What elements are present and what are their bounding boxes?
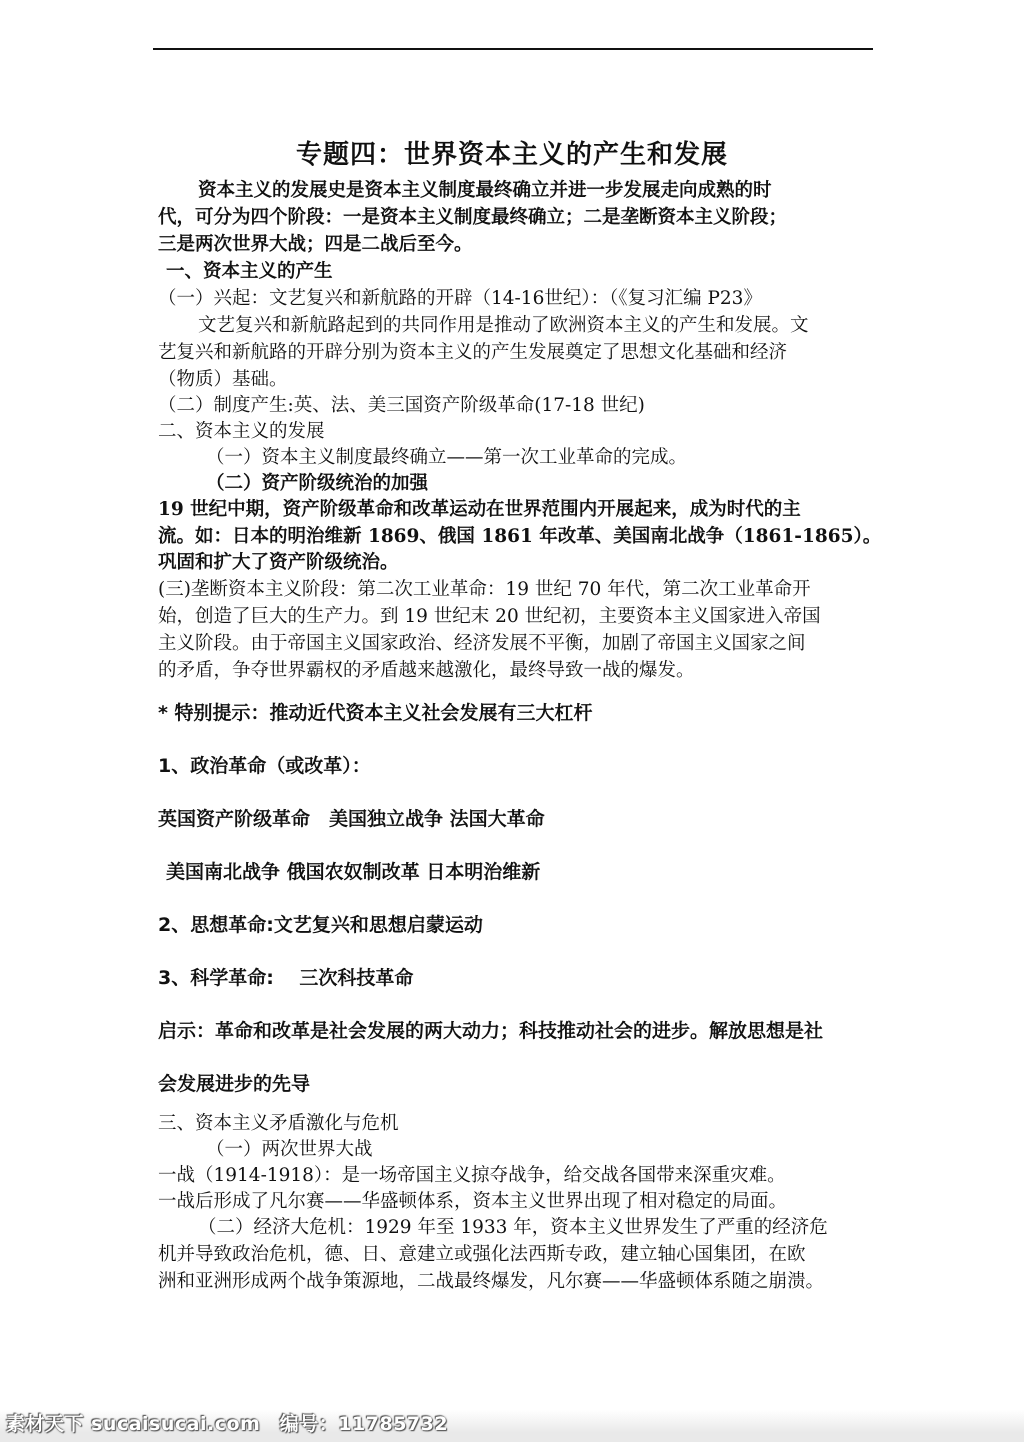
text-line: （二）经济大危机：1929 年至 1933 年，资本主义世界发生了严重的经济危 [198,1217,828,1238]
text-line: (三)垄断资本主义阶段：第二次工业革命：19 世纪 70 年代，第二次工业革命开 [158,579,811,600]
text-line: 启示：革命和改革是社会发展的两大动力；科技推动社会的进步。解放思想是社 [158,1020,824,1042]
text-line: 文艺复兴和新航路起到的共同作用是推动了欧洲资本主义的产生和发展。文 [198,315,809,336]
text-line: 资本主义的发展史是资本主义制度最终确立并进一步发展走向成熟的时 [198,180,772,201]
text-line: （一）资本主义制度最终确立——第一次工业革命的完成。 [206,447,688,468]
text-line: * 特别提示：推动近代资本主义社会发展有三大杠杆 [158,702,593,724]
text-line: 二、资本主义的发展 [158,421,325,442]
header-rule [153,48,873,50]
text-line: 一战（1914-1918）：是一场帝国主义掠夺战争，给交战各国带来深重灾难。 [158,1165,786,1186]
text-line: （物质）基础。 [158,369,288,390]
text-line: 艺复兴和新航路的开辟分别为资本主义的产生发展奠定了思想文化基础和经济 [158,342,788,363]
text-line: 3、科学革命: 三次科技革命 [158,967,414,989]
text-line: 的矛盾，争夺世界霸权的矛盾越来越激化，最终导致一战的爆发。 [158,660,695,681]
text-line: 流。如：日本的明治维新 1869、俄国 1861 年改革、美国南北战争（1861-1865）。 [158,526,882,547]
text-line: 美国南北战争 俄国农奴制改革 日本明治维新 [166,861,541,883]
text-line: 一、资本主义的产生 [166,261,333,282]
text-line: 主义阶段。由于帝国主义国家政治、经济发展不平衡，加剧了帝国主义国家之间 [158,633,806,654]
text-line: 会发展进步的先导 [158,1073,311,1095]
text-line: （二）资产阶级统治的加强 [206,473,429,494]
text-line: 机并导致政治危机，德、日、意建立或强化法西斯专政，建立轴心国集团，在欧 [158,1244,806,1265]
watermark-bar [0,1410,1024,1442]
text-line: 代，可分为四个阶段：一是资本主义制度最终确立；二是垄断资本主义阶段； [158,207,788,228]
watermark-text: 素材天下 sucaisucai.com 编号：11785732 [6,1413,449,1435]
text-line: 三是两次世界大战；四是二战后至今。 [158,234,473,255]
text-line: 始，创造了巨大的生产力。到 19 世纪末 20 世纪初，主要资本主义国家进入帝国 [158,606,821,627]
text-line: 2、思想革命:文艺复兴和思想启蒙运动 [158,914,483,936]
page-title: 专题四：世界资本主义的产生和发展 [295,140,728,170]
text-line: 三、资本主义矛盾激化与危机 [158,1113,399,1134]
text-line: （二）制度产生:英、法、美三国资产阶级革命(17-18 世纪) [158,395,645,416]
text-line: 19 世纪中期，资产阶级革命和改革运动在世界范围内开展起来，成为时代的主 [158,499,801,520]
text-line: （一）兴起：文艺复兴和新航路的开辟（14-16世纪）：（《复习汇编 P23》 [158,288,762,309]
text-line: 巩固和扩大了资产阶级统治。 [158,552,399,573]
text-line: 英国资产阶级革命 美国独立战争 法国大革命 [158,808,545,830]
text-line: 一战后形成了凡尔赛——华盛顿体系，资本主义世界出现了相对稳定的局面。 [158,1191,788,1212]
text-line: 洲和亚洲形成两个战争策源地，二战最终爆发，凡尔赛——华盛顿体系随之崩溃。 [158,1271,825,1292]
text-line: 1、政治革命（或改革）： [158,755,371,777]
text-line: （一）两次世界大战 [206,1139,373,1160]
